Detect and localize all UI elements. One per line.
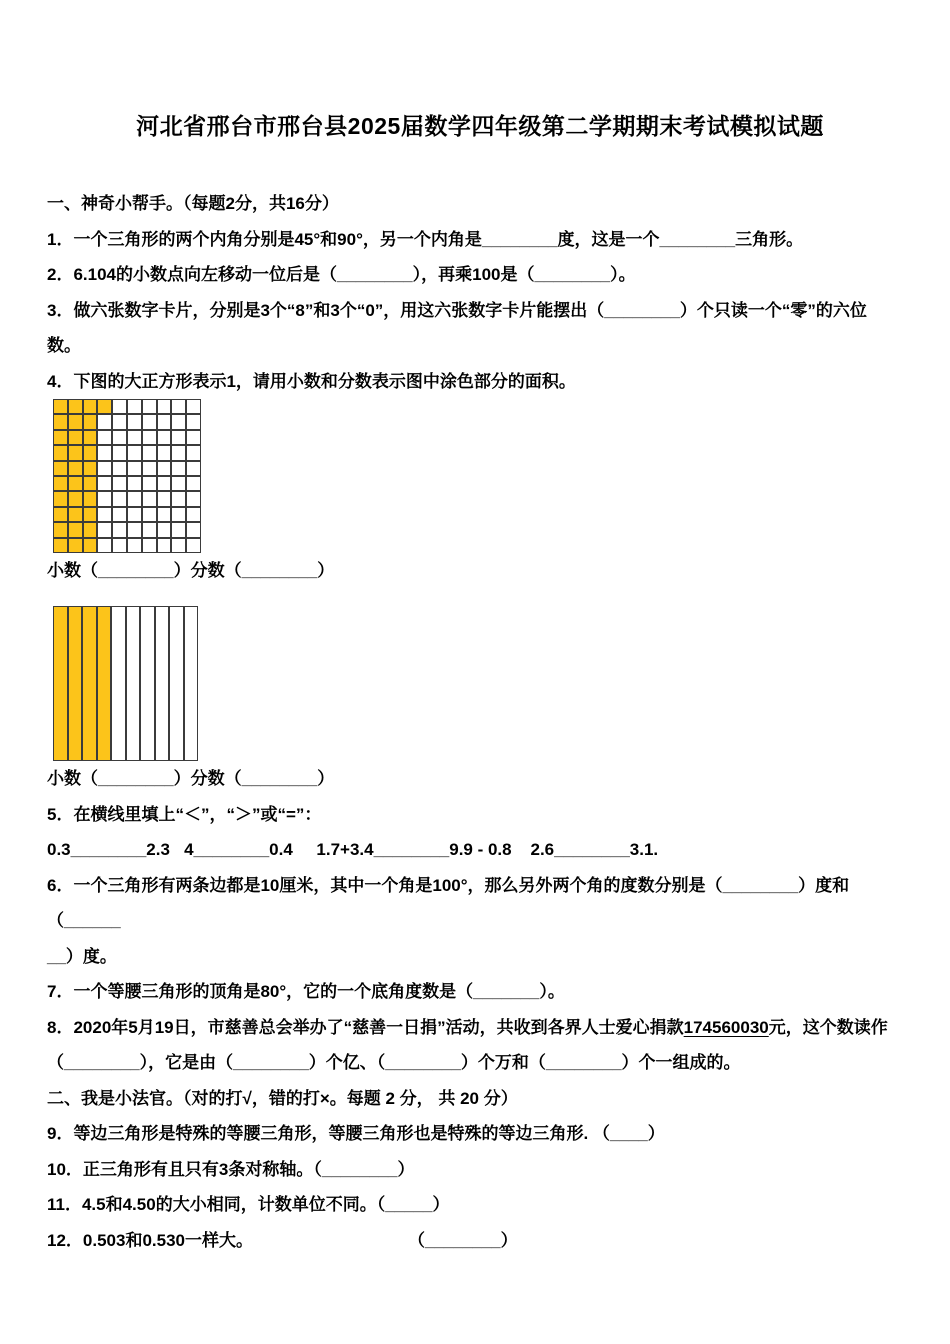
grid-cell: [127, 461, 142, 476]
grid-cell: [171, 522, 186, 537]
grid-cell: [97, 461, 112, 476]
grid-cell: [142, 522, 157, 537]
grid-cell: [155, 606, 170, 761]
grid-cell: [97, 538, 112, 553]
grid-cell: [127, 507, 142, 522]
grid-cell: [112, 538, 127, 553]
grid-cell: [97, 606, 112, 761]
question-9-blank: （____）: [592, 1124, 665, 1144]
grid-cell: [171, 491, 186, 506]
grid-cell: [68, 522, 83, 537]
grid-cell: [83, 461, 98, 476]
grid-cell: [126, 606, 141, 761]
tenths-strips-figure: [53, 606, 198, 761]
grid-cell: [53, 491, 68, 506]
grid-cell: [142, 538, 157, 553]
grid-cell: [142, 445, 157, 460]
grid-cell: [68, 507, 83, 522]
question-12-text: 12．0.503和0.530一样大。: [47, 1230, 253, 1250]
grid-cell: [186, 445, 201, 460]
grid-cell: [83, 476, 98, 491]
grid-cell: [68, 491, 83, 506]
question-8-text-pre: 8．2020年5月19日，市慈善总会举办了“慈善一日捐”活动，共收到各界人士爱心捐款: [47, 1017, 684, 1037]
question-3-line-1: 3．做六张数字卡片，分别是3个“8”和3个“0”，用这六张数字卡片能摆出（________）个只读一个“零”的六位: [47, 300, 867, 320]
question-5-items: 0.3________2.3 4________0.4 1.7+3.4________9.9 - 0.8 2.6________3.1.: [47, 840, 659, 860]
grid-cell: [157, 538, 172, 553]
grid-cell: [97, 491, 112, 506]
grid-cell: [53, 522, 68, 537]
grid-cell: [157, 476, 172, 491]
grid-cell: [82, 606, 97, 761]
grid-cell: [184, 606, 199, 761]
grid-cell: [68, 538, 83, 553]
grid-cell: [169, 606, 184, 761]
question-6-line-2: __）度。: [47, 946, 117, 966]
grid-cell: [68, 476, 83, 491]
grid-cell: [171, 430, 186, 445]
question-10: [47, 1152, 913, 1188]
grid-cell: [97, 430, 112, 445]
answer-line-decimal-fraction-1: 小数（________）分数（________）: [47, 560, 335, 580]
grid-cell: [127, 522, 142, 537]
grid-cell: [112, 445, 127, 460]
grid-cell: [97, 507, 112, 522]
grid-cell: [112, 522, 127, 537]
grid-cell: [171, 461, 186, 476]
question-11-text: 11．4.5和4.50的大小相同，计数单位不同。: [47, 1195, 377, 1215]
question-3-line-2: 数。: [47, 336, 81, 355]
grid-cell: [111, 606, 126, 761]
grid-cell: [157, 414, 172, 429]
grid-cell: [97, 445, 112, 460]
grid-cell: [112, 476, 127, 491]
answer-line-decimal-fraction-2: 小数（________）分数（________）: [47, 769, 335, 789]
grid-cell: [112, 461, 127, 476]
grid-cell: [53, 399, 68, 414]
grid-cell: [171, 445, 186, 460]
grid-cell: [127, 430, 142, 445]
grid-cell: [83, 491, 98, 506]
grid-cell: [83, 538, 98, 553]
grid-cell: [97, 399, 112, 414]
grid-cell: [127, 491, 142, 506]
grid-cell: [97, 476, 112, 491]
question-9-text: 9．等边三角形是特殊的等腰三角形，等腰三角形也是特殊的等边三角形.: [47, 1124, 593, 1144]
grid-cell: [68, 461, 83, 476]
grid-cell: [53, 414, 68, 429]
grid-cell: [157, 522, 172, 537]
grid-cell: [157, 445, 172, 460]
question-11-blank: （_____）: [376, 1195, 450, 1215]
grid-cell: [142, 491, 157, 506]
grid-cell: [142, 461, 157, 476]
grid-cell: [53, 476, 68, 491]
grid-cell: [186, 414, 201, 429]
grid-cell: [171, 414, 186, 429]
question-4: 4．下图的大正方形表示1，请用小数和分数表示图中涂色部分的面积。: [47, 371, 576, 391]
grid-cell: [186, 461, 201, 476]
grid-cell: [127, 476, 142, 491]
grid-cell: [68, 606, 83, 761]
grid-cell: [171, 476, 186, 491]
grid-cell: [68, 414, 83, 429]
question-8-underlined-number: 174560030: [683, 1017, 769, 1037]
grid-cell: [68, 445, 83, 460]
grid-cell: [157, 461, 172, 476]
grid-cell: [68, 399, 83, 414]
grid-cell: [83, 414, 98, 429]
grid-cell: [142, 414, 157, 429]
grid-cell: [83, 507, 98, 522]
grid-cell: [83, 399, 98, 414]
grid-cell: [53, 430, 68, 445]
question-9: [47, 1116, 913, 1152]
grid-cell: [112, 414, 127, 429]
grid-cell: [127, 399, 142, 414]
grid-cell: [53, 606, 68, 761]
grid-cell: [186, 522, 201, 537]
question-8-text-post: 元，这个数读作: [768, 1017, 888, 1037]
grid-cell: [186, 507, 201, 522]
grid-cell: [127, 538, 142, 553]
question-11: [47, 1187, 913, 1223]
grid-cell: [127, 414, 142, 429]
grid-cell: [83, 430, 98, 445]
grid-cell: [186, 399, 201, 414]
grid-cell: [186, 430, 201, 445]
page-title: 河北省邢台市邢台县2025届数学四年级第二学期期末考试模拟试题: [136, 113, 824, 139]
question-8-line-2: （________），它是由（________）个亿、（________）个万和（________）个一组成的。: [47, 1053, 741, 1073]
grid-cell: [53, 445, 68, 460]
grid-cell: [83, 445, 98, 460]
grid-cell: [97, 522, 112, 537]
question-2: 2．6.104的小数点向左移动一位后是（________），再乘100是（________）。: [47, 265, 636, 284]
grid-cell: [186, 538, 201, 553]
question-10-text: 10．正三角形有且只有3条对称轴。: [47, 1159, 314, 1179]
grid-cell: [142, 476, 157, 491]
grid-cell: [83, 522, 98, 537]
grid-cell: [127, 445, 142, 460]
grid-cell: [171, 538, 186, 553]
grid-cell: [157, 491, 172, 506]
grid-cell: [68, 430, 83, 445]
grid-cell: [112, 399, 127, 414]
grid-cell: [53, 538, 68, 553]
section1-heading: 一、神奇小帮手。（每题2分，共16分）: [47, 194, 339, 213]
question-1: 1．一个三角形的两个内角分别是45°和90°，另一个内角是________度，这是一个________三角形。: [47, 229, 804, 249]
grid-cell: [112, 507, 127, 522]
grid-cell: [157, 507, 172, 522]
grid-cell: [157, 430, 172, 445]
hundredths-grid-figure: [53, 399, 201, 553]
question-8-line-1: [47, 1010, 913, 1046]
grid-cell: [142, 430, 157, 445]
grid-cell: [53, 507, 68, 522]
grid-cell: [112, 430, 127, 445]
grid-cell: [142, 399, 157, 414]
grid-cell: [186, 476, 201, 491]
question-5-prompt: 5．在横线里填上“＜”，“＞”或“=”：: [47, 804, 322, 824]
grid-cell: [140, 606, 155, 761]
grid-cell: [53, 461, 68, 476]
grid-cell: [171, 507, 186, 522]
grid-cell: [171, 399, 186, 414]
question-7: 7．一个等腰三角形的顶角是80°，它的一个底角度数是（_______）。: [47, 982, 565, 1002]
grid-cell: [142, 507, 157, 522]
grid-cell: [157, 399, 172, 414]
question-10-blank: （________）: [313, 1159, 415, 1179]
question-12-blank: （________）: [408, 1230, 518, 1250]
grid-cell: [97, 414, 112, 429]
question-6-line-1: 6．一个三角形有两条边都是10厘米，其中一个角是100°，那么另外两个角的度数分别是（________）度和（______: [47, 875, 850, 931]
section2-heading: 二、我是小法官。（对的打√，错的打×。每题 2 分， 共 20 分）: [47, 1088, 518, 1108]
grid-cell: [112, 491, 127, 506]
grid-cell: [186, 491, 201, 506]
question-12: [47, 1223, 913, 1259]
